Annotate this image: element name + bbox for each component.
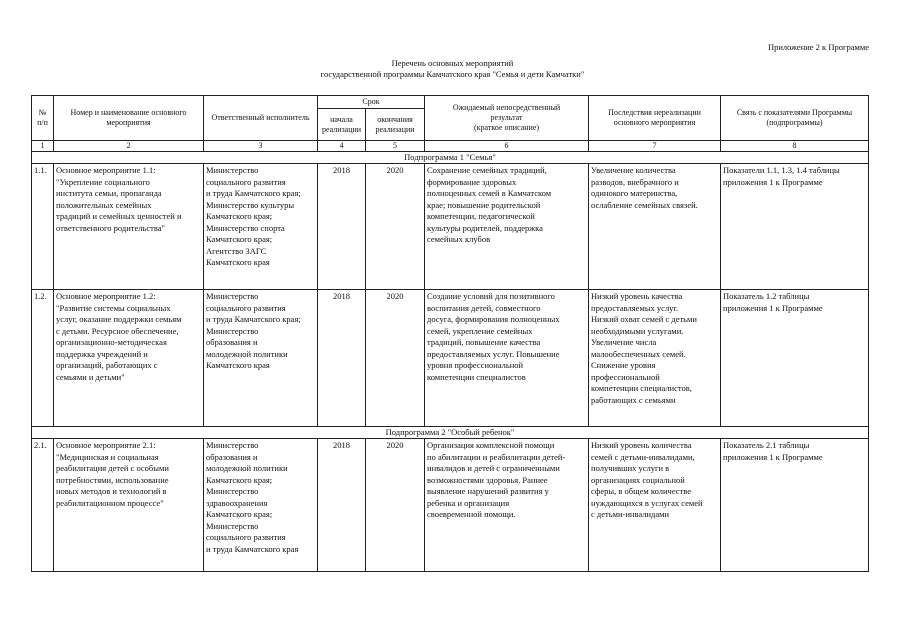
row-start-year: 2018 <box>318 290 366 427</box>
table-row <box>32 439 869 572</box>
header-executor: Ответственный исполнитель <box>204 96 318 141</box>
subprogram-row <box>32 427 869 439</box>
row-consequences: Низкий уровень количества семей с детьми-инвалидами, получивших услуги в организациях социальной сферы, в общем количестве нуждающихся в услугах семей с детьми-инвалидами <box>589 439 721 572</box>
row-num: 1.1. <box>32 164 54 290</box>
row-consequences: Увеличение количества разводов, внебрачного и одинокого материнства, ослабление семейных связей. <box>589 164 721 290</box>
row-measure-name: Основное мероприятие 1.2: "Развитие системы социальных услуг, оказание поддержки семьям с детьми. Ресурсное обеспечение, организационно-методическая поддержка учреждений и организаций, работающих с семьями и детьми" <box>54 290 204 427</box>
title-line-2: государственной программы Камчатского края "Семья и дети Камчатки" <box>320 69 585 79</box>
col-number: 7 <box>589 141 721 152</box>
row-end-year: 2020 <box>366 439 425 572</box>
row-num: 1.2. <box>32 290 54 427</box>
col-number: 1 <box>32 141 54 152</box>
table-row <box>32 164 869 290</box>
row-executor: Министерство образования и молодежной политики Камчатского края; Министерство здравоохранения Камчатского края; Министерство социального развития и труда Камчатского края <box>204 439 318 572</box>
header-consequences: Последствия нереализации основного мероприятия <box>589 96 721 141</box>
row-indicator-link: Показатели 1.1, 1.3, 1.4 таблицы приложения 1 к Программе <box>721 164 869 290</box>
row-executor: Министерство социального развития и труда Камчатского края; Министерство культуры Камчатского края; Министерство спорта Камчатского края; Агентство ЗАГС Камчатского края <box>204 164 318 290</box>
subprogram-2-title: Подпрограмма 2 "Особый ребенок" <box>32 427 869 439</box>
header-name: Номер и наименование основного мероприятия <box>54 96 204 141</box>
col-number: 6 <box>425 141 589 152</box>
row-executor: Министерство социального развития и труда Камчатского края; Министерство образования и молодежной политики Камчатского края <box>204 290 318 427</box>
document-title <box>0 58 905 80</box>
subprogram-row <box>32 152 869 164</box>
row-start-year: 2018 <box>318 164 366 290</box>
row-indicator-link: Показатель 2.1 таблицы приложения 1 к Программе <box>721 439 869 572</box>
col-number: 4 <box>318 141 366 152</box>
col-number: 3 <box>204 141 318 152</box>
header-end: окончания реализации <box>366 109 425 141</box>
header-result: Ожидаемый непосредственный результат (краткое описание) <box>425 96 589 141</box>
col-number: 8 <box>721 141 869 152</box>
row-measure-name: Основное мероприятие 1.1: "Укрепление социального института семьи, пропаганда положительных семейных традиций и семейных ценностей и ответственного родительства" <box>54 164 204 290</box>
row-end-year: 2020 <box>366 290 425 427</box>
title-line-1: Перечень основных мероприятий <box>391 58 514 68</box>
row-expected-result: Сохранение семейных традиций, формирование здоровых полноценных семей в Камчатском крае; повышение родительской компетенции, педагогической культуры родителей, поддержка семейных клубов <box>425 164 589 290</box>
header-start: начала реализации <box>318 109 366 141</box>
col-number: 2 <box>54 141 204 152</box>
row-measure-name: Основное мероприятие 2.1: "Медицинская и социальная реабилитация детей с особыми потребностями, использование новых методов и технологий в реабилитационном процессе" <box>54 439 204 572</box>
row-expected-result: Создание условий для позитивного воспитания детей, совместного досуга, формирования полноценных семей, укрепление семейных традиций, повышение качества предоставляемых услуг. Повышение уровня профессиональной компетенции специалистов <box>425 290 589 427</box>
column-numbers-row <box>32 141 869 152</box>
row-start-year: 2018 <box>318 439 366 572</box>
col-number: 5 <box>366 141 425 152</box>
row-consequences: Низкий уровень качества предоставляемых услуг. Низкий охват семей с детьми необходимыми услугами. Увеличение числа малообеспеченных семей. Снижение уровня профессиональной компетенции специалистов, работающих с семьями <box>589 290 721 427</box>
subprogram-1-title: Подпрограмма 1 "Семья" <box>32 152 869 164</box>
measures-table <box>31 95 869 572</box>
header-link: Связь с показателями Программы (подпрограммы) <box>721 96 869 141</box>
row-indicator-link: Показатель 1.2 таблицы приложения 1 к Программе <box>721 290 869 427</box>
appendix-label: Приложение 2 к Программе <box>767 42 869 52</box>
row-num: 2.1. <box>32 439 54 572</box>
header-term: Срок <box>318 96 425 109</box>
row-expected-result: Организация комплексной помощи по абилитации и реабилитации детей- инвалидов и детей с ограниченными возможностями здоровья. Раннее выявление нарушений развития у ребенка и организация своевременной помощи. <box>425 439 589 572</box>
header-num: № п/п <box>32 96 54 141</box>
table-row <box>32 290 869 427</box>
row-end-year: 2020 <box>366 164 425 290</box>
